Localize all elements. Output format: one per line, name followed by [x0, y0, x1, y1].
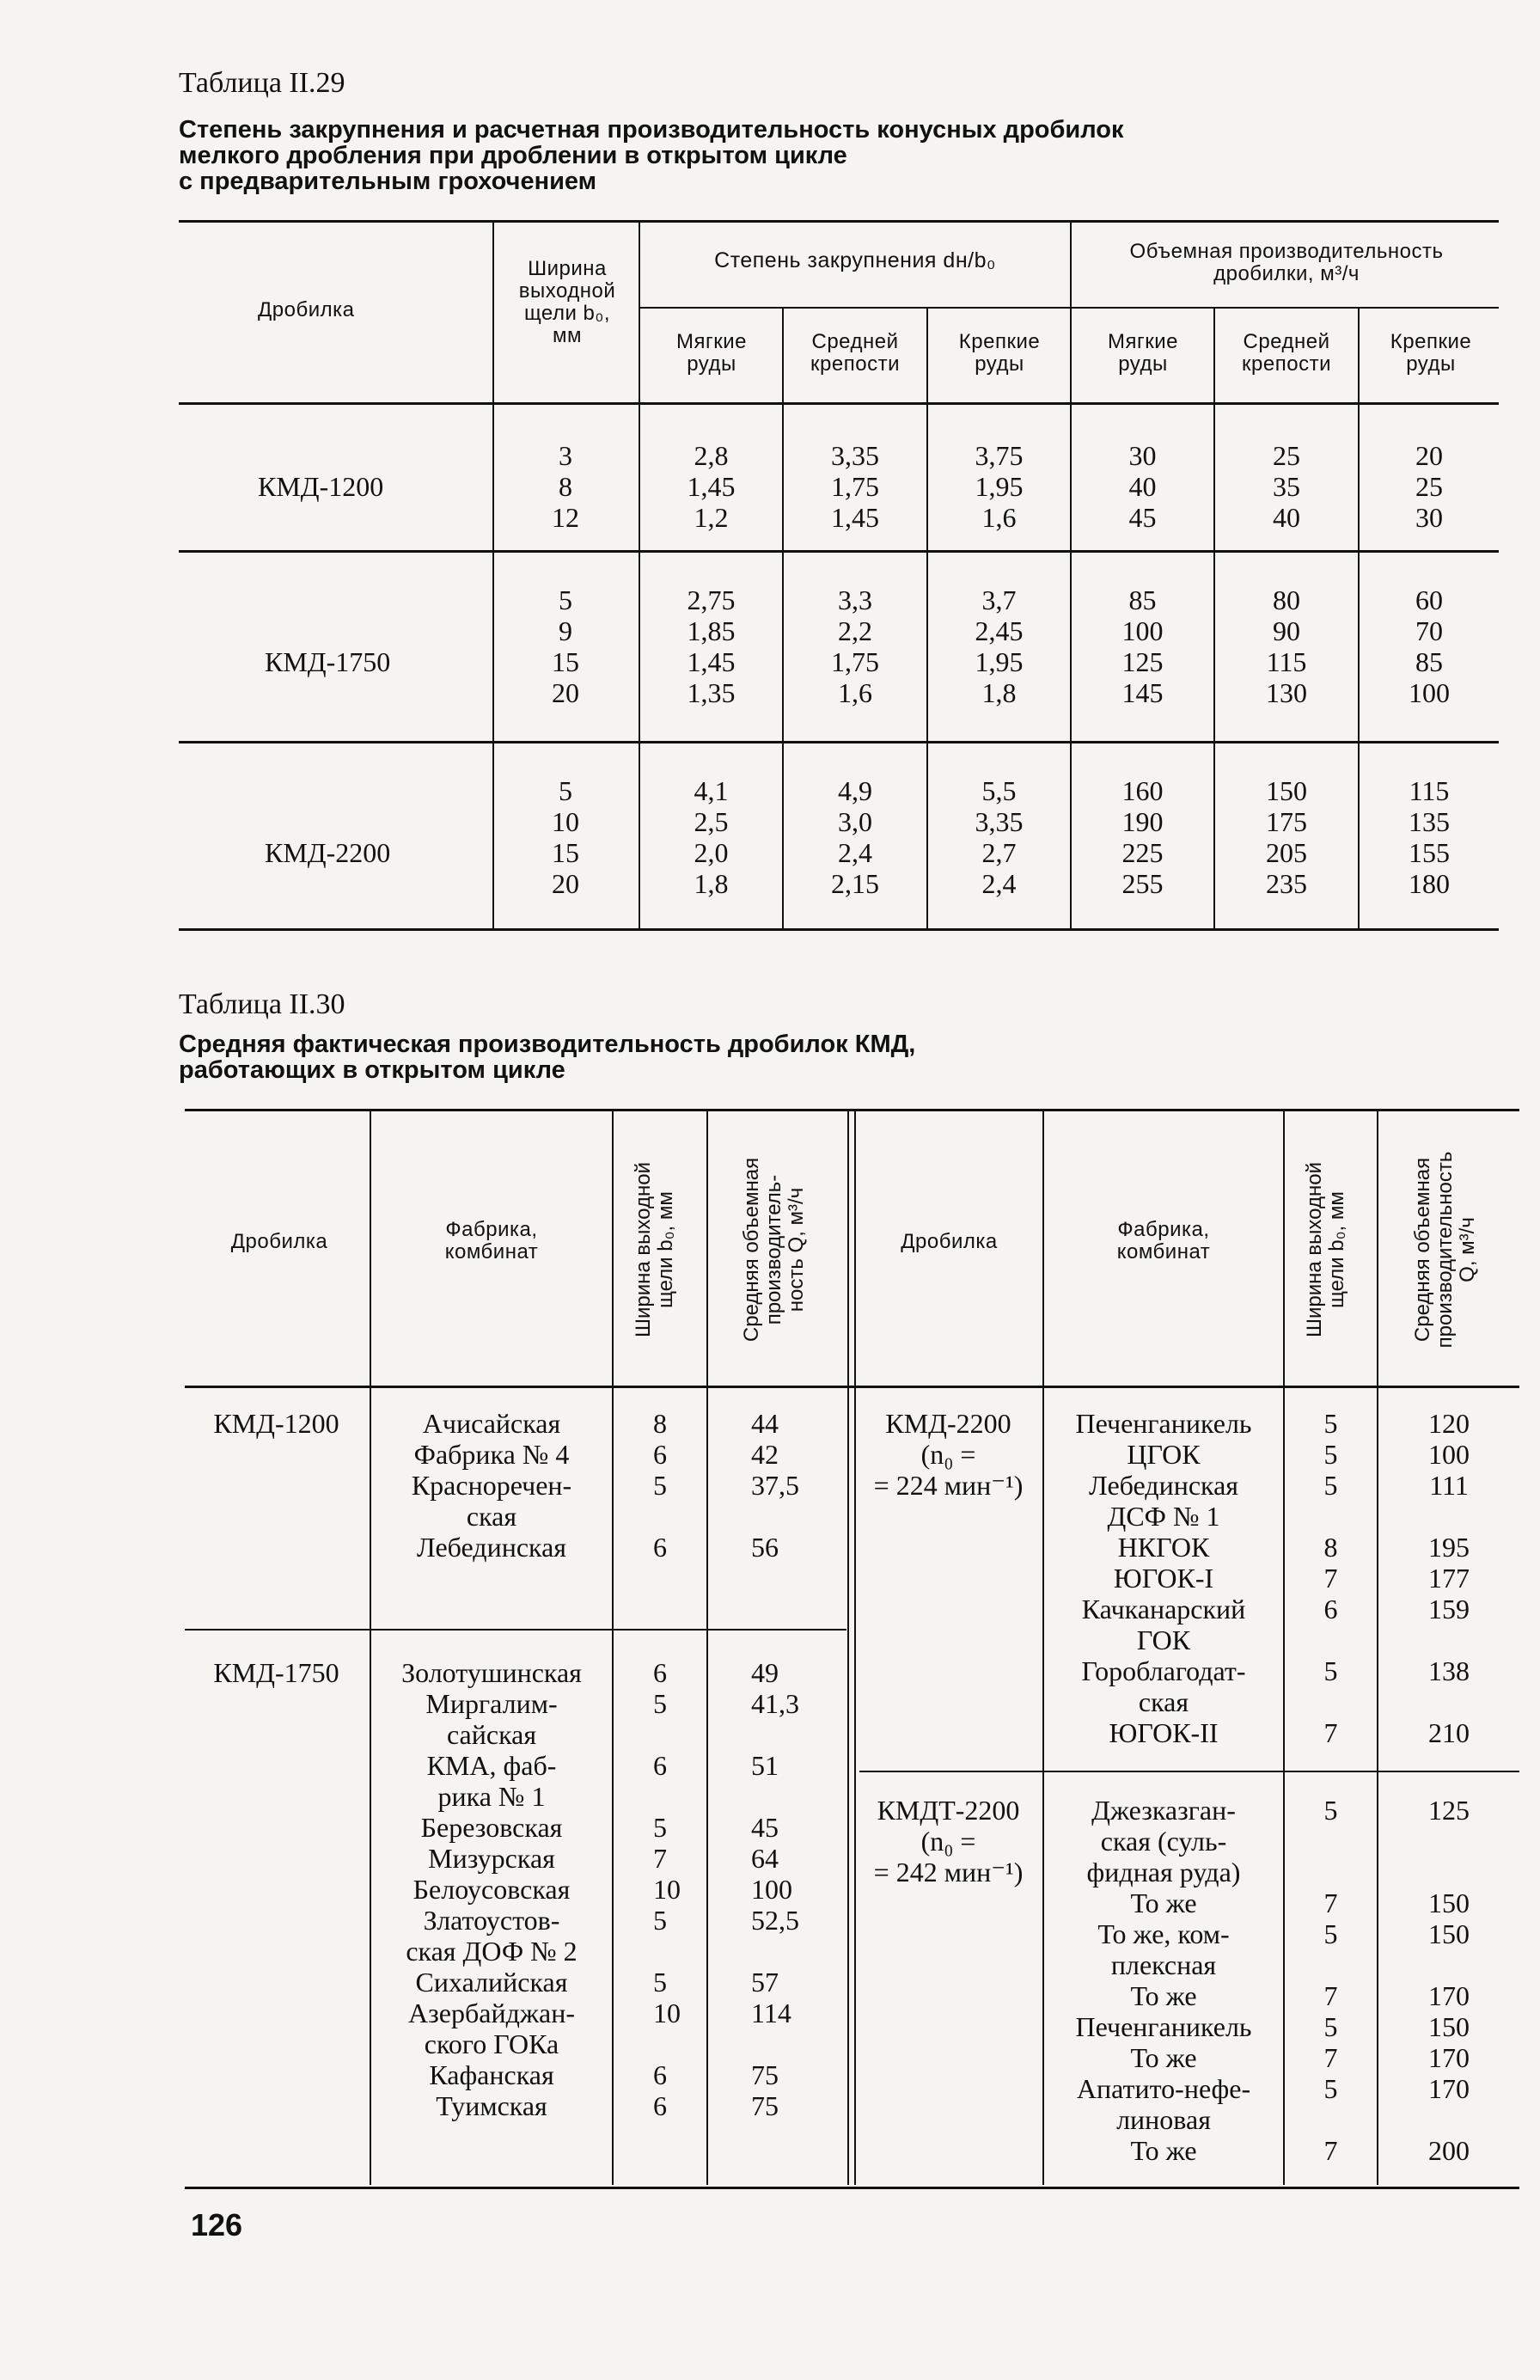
header-capacity-right: Средняя объемная производительность Q, м³/ч: [1411, 1151, 1479, 1349]
rule: [185, 2187, 1519, 2189]
capacity-soft-values: 30 40 45: [1128, 440, 1157, 533]
header-plant-left: Фабрика, комбинат: [444, 1218, 539, 1263]
ratio-soft-values: 2,8 1,45 1,2: [687, 440, 736, 533]
capacity-medium-values: 150 175 205 235: [1266, 775, 1307, 899]
table-30-title-line: Средняя фактическая производительность дробилок КМД,: [179, 1031, 916, 1058]
plant-list: Джезказган- ская (суль- фидная руда) То же То же, ком- плексная То же Печенганикель То же Апатито-нефе- линовая То же: [1075, 1795, 1252, 2166]
table-30-title: [179, 1031, 1468, 1083]
header-gap-right: Ширина выходной щели b₀, мм: [1303, 1162, 1348, 1337]
rule: [612, 1110, 614, 2185]
crusher-name: КМД-1200: [258, 471, 384, 502]
table-29-title-line: мелкого дробления при дроблении в открытом цикле: [179, 142, 847, 169]
capacity-values: 125 150 150 170 150 170 170 200: [1428, 1795, 1470, 2166]
gap-values: 5 9 15 20: [552, 584, 579, 708]
header-ratio-group: Степень закрупнения dн/b₀: [714, 248, 996, 272]
rule: [179, 402, 1499, 405]
rule: [854, 1110, 856, 2185]
header-crusher: Дробилка: [258, 298, 355, 321]
gap-values: 5 7 5 7 5 7 5 7: [1323, 1795, 1338, 2166]
rule: [179, 220, 1499, 223]
capacity-soft-values: 160 190 225 255: [1121, 775, 1164, 899]
rule: [859, 1771, 1519, 1772]
crusher-name: КМД-1750: [265, 646, 391, 677]
rule: [706, 1110, 708, 2185]
gap-values: 8 6 5 6: [653, 1408, 667, 1563]
capacity-values: 120 100 111 195 177 159 138 210: [1428, 1408, 1470, 1748]
gap-values: 6 5 6 5 7 10 5 5 10 6 6: [653, 1657, 681, 2121]
header-capacity-hard: Крепкие руды: [1390, 330, 1472, 376]
rule: [847, 1110, 849, 2185]
header-capacity-group: Объемная производительность дробилки, м³/ч: [1129, 240, 1444, 285]
header-ratio-soft: Мягкие руды: [676, 330, 747, 376]
header-capacity-medium: Средней крепости: [1242, 330, 1331, 376]
rule: [185, 1629, 846, 1631]
gap-values: 3 8 12: [552, 440, 579, 533]
table-30-title-line: работающих в открытом цикле: [179, 1056, 565, 1084]
header-capacity-soft: Мягкие руды: [1108, 330, 1178, 376]
crusher-name: КМД-2200 (n₀ = = 224 мин⁻¹): [873, 1408, 1024, 1501]
table-29-title: [179, 117, 1468, 194]
table-29-caption: Таблица II.29: [179, 67, 345, 99]
gap-values: 5 5 5 8 7 6 5 7: [1323, 1408, 1338, 1748]
crusher-name: КМДТ-2200 (n₀ = = 242 мин⁻¹): [873, 1795, 1024, 1887]
ratio-medium-values: 3,35 1,75 1,45: [831, 440, 879, 533]
crusher-name: КМД-1750: [213, 1657, 339, 1688]
header-capacity-left: Средняя объемная производитель- ность Q, м³/ч: [740, 1157, 808, 1343]
plant-list: Печенганикель ЦГОК Лебединская ДСФ № 1 НКГОК ЮГОК-I Качканарский ГОК Гороблагодат- ская ЮГОК-II: [1075, 1408, 1252, 1748]
ratio-medium-values: 3,3 2,2 1,75 1,6: [831, 584, 879, 708]
table-29-title-line: Степень закрупнения и расчетная производительность конусных дробилок: [179, 116, 1124, 144]
header-gap-left: Ширина выходной щели b₀, мм: [632, 1162, 677, 1337]
capacity-medium-values: 25 35 40: [1273, 440, 1300, 533]
ratio-medium-values: 4,9 3,0 2,4 2,15: [831, 775, 879, 899]
table-29-title-line: с предварительным грохочением: [179, 168, 597, 195]
table-30-caption: Таблица II.30: [179, 988, 345, 1020]
plant-list: Ачисайская Фабрика № 4 Красноречен- ская Лебединская: [411, 1408, 572, 1563]
ratio-hard-values: 5,5 3,35 2,7 2,4: [975, 775, 1024, 899]
capacity-values: 44 42 37,5 56: [751, 1408, 799, 1563]
header-crusher-right: Дробилка: [901, 1230, 998, 1253]
capacity-hard-values: 115 135 155 180: [1409, 775, 1450, 899]
header-gap: Ширина выходной щели b₀, мм: [518, 257, 616, 347]
rule: [179, 741, 1499, 743]
gap-values: 5 10 15 20: [552, 775, 579, 899]
ratio-soft-values: 4,1 2,5 2,0 1,8: [694, 775, 729, 899]
capacity-hard-values: 20 25 30: [1415, 440, 1443, 533]
crusher-name: КМД-2200: [265, 837, 391, 868]
rule: [185, 1109, 1519, 1111]
ratio-soft-values: 2,75 1,85 1,45 1,35: [687, 584, 736, 708]
crusher-name: КМД-1200: [213, 1408, 339, 1439]
header-ratio-hard: Крепкие руды: [958, 330, 1041, 376]
capacity-hard-values: 60 70 85 100: [1409, 584, 1450, 708]
ratio-hard-values: 3,7 2,45 1,95 1,8: [975, 584, 1024, 708]
header-ratio-medium: Средней крепости: [810, 330, 900, 376]
header-plant-right: Фабрика, комбинат: [1116, 1218, 1211, 1263]
ratio-hard-values: 3,75 1,95 1,6: [975, 440, 1024, 533]
plant-list: Золотушинская Миргалим- сайская КМА, фаб- рика № 1 Березовская Мизурская Белоусовская Златоустов- ская ДОФ № 2 Сихалийская Азербайджан- ского ГОКа Кафанская Туимская: [401, 1657, 582, 2121]
page-number: 126: [191, 2207, 243, 2242]
capacity-medium-values: 80 90 115 130: [1266, 584, 1307, 708]
rule: [179, 928, 1499, 931]
header-crusher-left: Дробилка: [230, 1230, 328, 1253]
capacity-values: 49 41,3 51 45 64 100 52,5 57 114 75 75: [751, 1657, 799, 2121]
capacity-soft-values: 85 100 125 145: [1121, 584, 1164, 708]
rule: [179, 550, 1499, 553]
